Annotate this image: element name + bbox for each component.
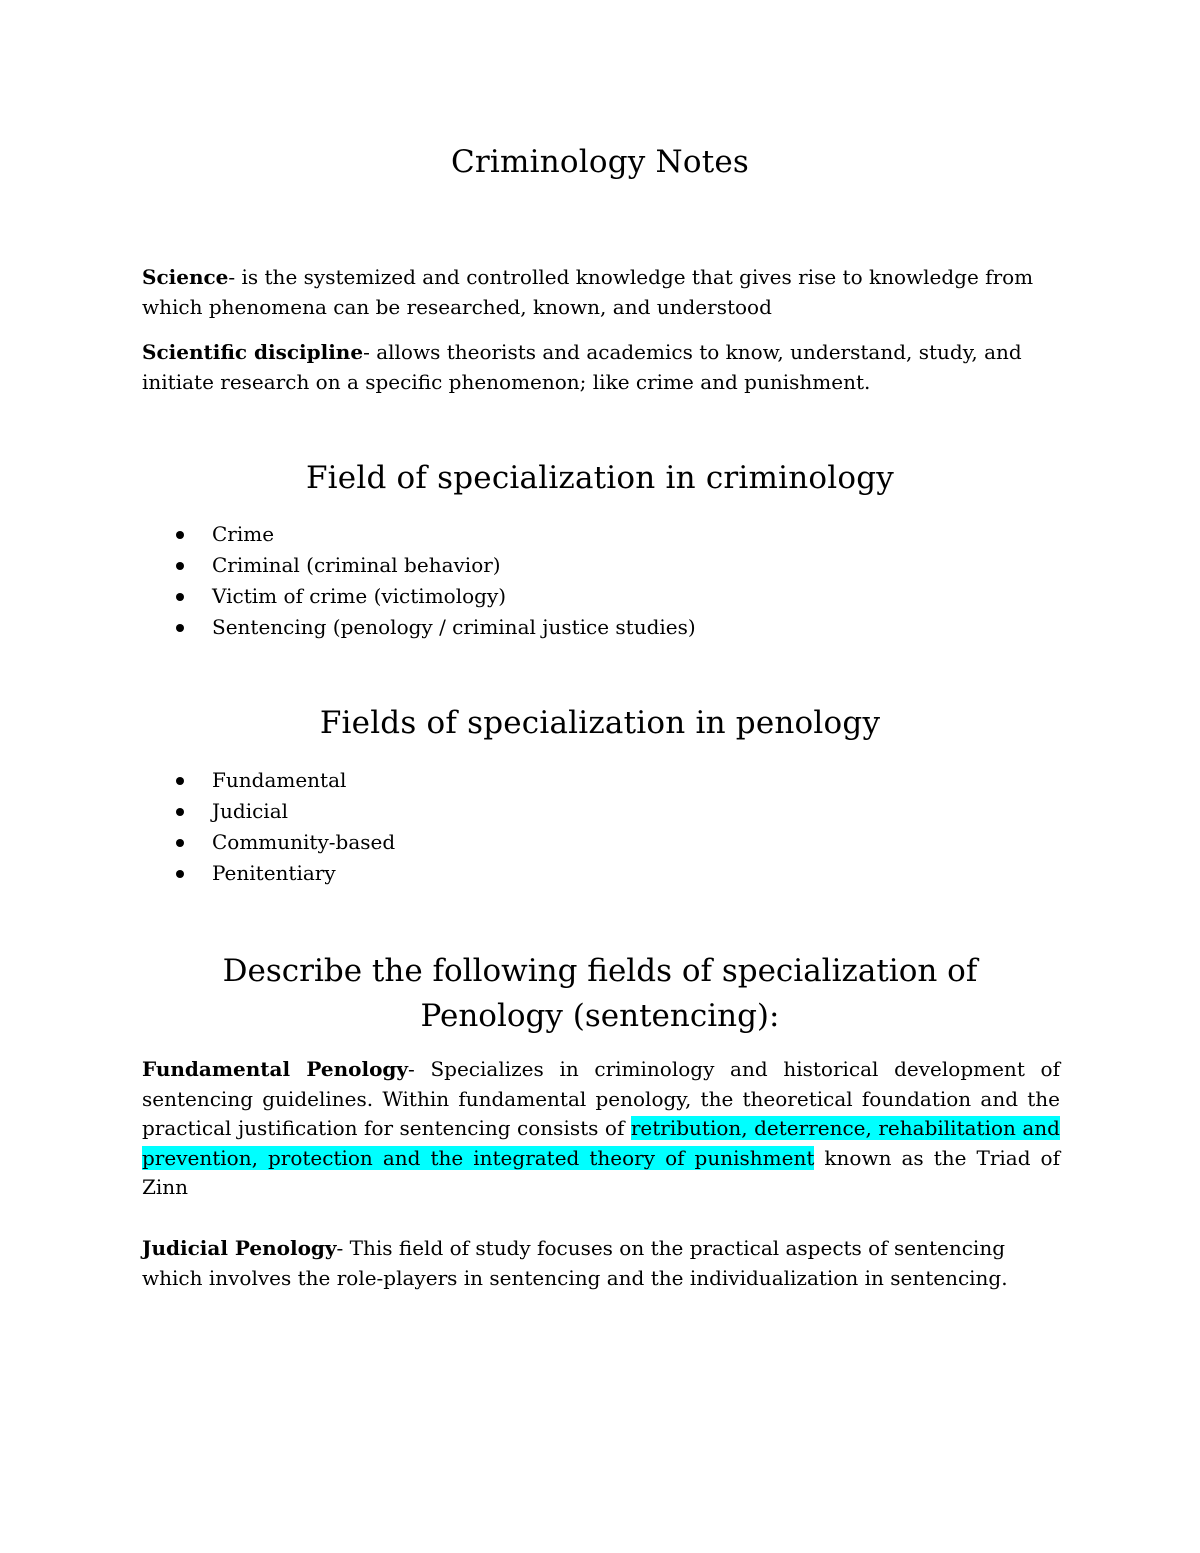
document-title: Criminology Notes	[450, 144, 750, 180]
section-heading-penology: Fields of specialization in penology	[319, 705, 881, 741]
list-item: Judicial	[142, 796, 1042, 827]
list-item: Community-based	[142, 827, 1042, 858]
bullet-icon	[176, 562, 184, 570]
definition-text: - is the systemized and controlled knowledge that gives rise to knowledge from which phenomena can be researched, known, and understood	[142, 265, 1034, 319]
heading-line: Penology (sentencing):	[420, 998, 780, 1034]
list-item: Criminal (criminal behavior)	[142, 550, 1042, 581]
paragraph-text: - This field of study focuses on the practical aspects of sentencing which involves the role-players in sentencing and the individualization in sentencing.	[142, 1236, 1008, 1290]
definition-term: Scientific discipline	[142, 340, 364, 364]
list-item: Crime	[142, 519, 1042, 550]
bullet-icon	[176, 624, 184, 632]
paragraph-text: - Specializes in criminology and historical development of sentencing guidelines. Within fundamental penology, the theoretical foundation and the practical justification for sentencing consists of	[142, 1057, 1060, 1140]
bullet-icon	[176, 593, 184, 601]
paragraph-term: Fundamental Penology	[142, 1057, 409, 1081]
list-item: Penitentiary	[142, 858, 1042, 889]
bullet-icon	[176, 808, 184, 816]
paragraph-text: known as the Triad of Zinn	[142, 1145, 1060, 1199]
bullet-icon	[176, 777, 184, 785]
definition-term: Science	[142, 265, 229, 289]
definition-text: - allows theorists and academics to know, understand, study, and initiate research on a specific phenomenon; like crime and punishment.	[142, 340, 1022, 394]
bullet-icon	[176, 839, 184, 847]
paragraph-term: Judicial Penology	[142, 1236, 337, 1260]
heading-line: Describe the following fields of specialization of	[222, 953, 978, 989]
judicial-penology-paragraph	[142, 1234, 1060, 1293]
highlighted-text: retribution, deterrence, rehabilitation and prevention, protection and the integrated theory of punishment	[142, 1116, 1060, 1170]
bullet-icon	[176, 870, 184, 878]
list-item: Fundamental	[142, 765, 1042, 796]
criminology-fields-list	[142, 519, 1042, 643]
list-item: Victim of crime (victimology)	[142, 581, 1042, 612]
bullet-icon	[176, 531, 184, 539]
section-heading-criminology: Field of specialization in criminology	[305, 460, 895, 496]
definition-science	[142, 263, 1060, 322]
list-item: Sentencing (penology / criminal justice studies)	[142, 612, 1042, 643]
definition-scientific-discipline	[142, 338, 1060, 397]
section-heading-describe	[0, 949, 1200, 1039]
fundamental-penology-paragraph	[142, 1055, 1060, 1203]
penology-fields-list	[142, 765, 1042, 889]
